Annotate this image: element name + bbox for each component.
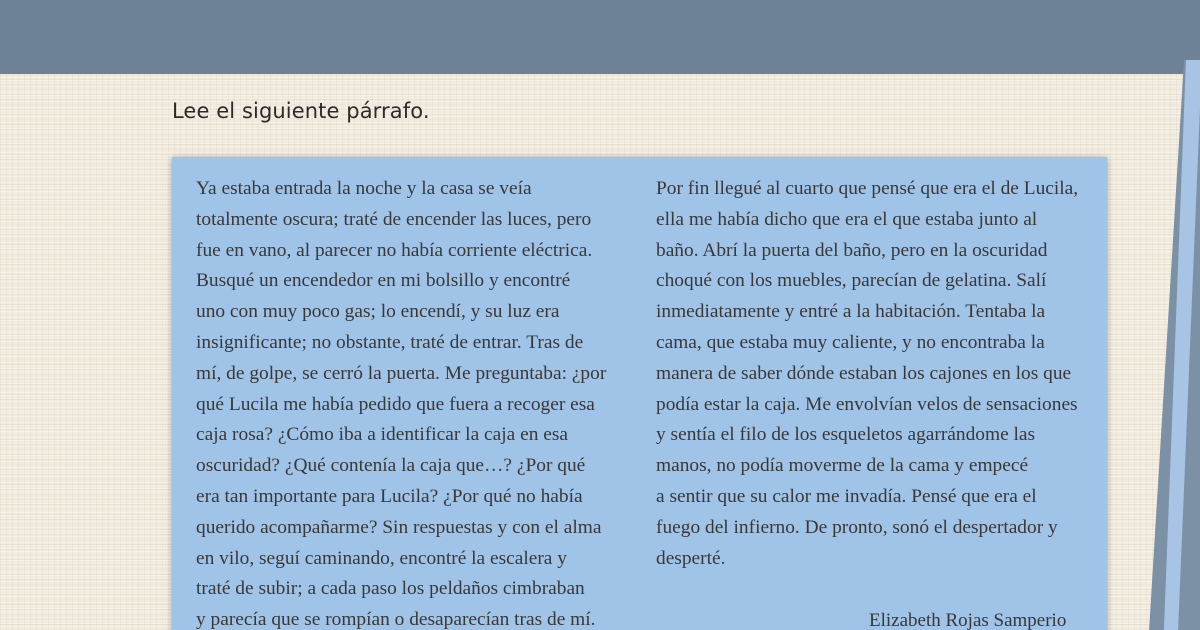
instruction-heading: Lee el siguiente párrafo. [172, 99, 430, 123]
passage-right-column: Por fin llegué al cuarto que pensé que era el de Lucila, ella me había dicho que era el que estaba junto al baño. Abrí la puerta del baño, pero en la oscuridad choqué con los muebles, parecían de gelatina. Salí inmediatamente y entré a la habitación. Tentaba la cama, que estaba muy caliente, y no encontraba la manera de saber dónde estaban los cajones en los que podía estar la caja. Me envolvían velos de sensaciones y sentía el filo de los esqueletos agarrándome las manos, no podía moverme de la cama y empecé a sentir que su calor me invadía. Pensé que era el fuego del infierno. De pronto, sonó el despertador y desperté. [656, 178, 1079, 569]
header-bar [0, 0, 1200, 74]
passage-author: Elizabeth Rojas Samperio [869, 610, 1067, 630]
reading-passage-box [172, 157, 1107, 630]
passage-left-column: Ya estaba entrada la noche y la casa se veía totalmente oscura; traté de encender las luces, pero fue en vano, al parecer no había corriente eléctrica. Busqué un encendedor en mi bolsillo y encontré uno con muy poco gas; lo encendí, y su luz era insignificante; no obstante, traté de entrar. Tras de mí, de golpe, se cerró la puerta. Me preguntaba: ¿por qué Lucila me había pedido que fuera a recoger esa caja rosa? ¿Cómo iba a identificar la caja en esa oscuridad? ¿Qué contenía la caja que…? ¿Por qué era tan importante para Lucila? ¿Por qué no había querido acompañarme? Sin respuestas y con el alma en vilo, seguí caminando, encontré la escalera y traté de subir; a cada paso los peldaños cimbraban y parecía que se rompían o desaparecían tras de mí. [196, 178, 607, 630]
